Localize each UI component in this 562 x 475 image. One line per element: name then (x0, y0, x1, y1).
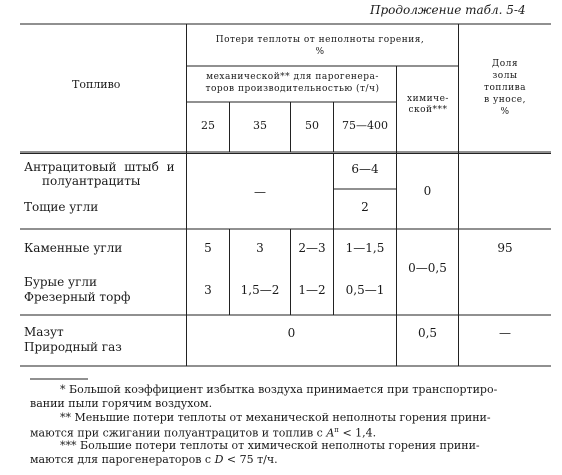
cell-stone-50: 2—3 (298, 241, 326, 255)
footnote-3-line1: *** Большие потери теплоты от химической неполноты горения прини- (60, 439, 480, 452)
chemical-header-line2: ской*** (408, 105, 448, 115)
row-label-stone-coal: Каменные угли (24, 241, 123, 255)
capacity-50-header: 50 (305, 119, 319, 132)
ash-header-line5: % (500, 107, 510, 117)
cell-oil-gas-chemical: 0,5 (417, 326, 438, 340)
ash-header-line1: Доля (491, 59, 519, 69)
row-label-lean-coal: Тощие угли (24, 200, 99, 214)
cell-stone-75-400: 1—1,5 (345, 241, 385, 255)
row-label-anthracite-line2: полуантрациты (42, 174, 141, 188)
footnote-2-text: маются при сжигании полуантрацитов и топлив с (30, 426, 323, 440)
losses-header-line1: Потери теплоты от неполноты горения, (215, 35, 425, 45)
losses-header-percent: % (315, 47, 325, 57)
cell-chemical-stone-brown: 0—0,5 (408, 261, 447, 275)
footnote-2-variable: A (326, 426, 335, 440)
capacity-25-header: 25 (201, 119, 215, 132)
footnote-2-condition: < 1,4. (342, 426, 377, 440)
cell-brown-25: 3 (204, 283, 212, 297)
cell-anthracite-75-400: 6—4 (351, 162, 379, 176)
capacity-35-header: 35 (253, 119, 267, 132)
row-label-natural-gas: Природный газ (24, 340, 122, 354)
footnote-2-line1: ** Меньшие потери теплоты от механической неполноты горения прини- (60, 411, 491, 424)
cell-stone-25: 5 (204, 241, 212, 255)
capacity-75-400-header: 75—400 (342, 119, 388, 132)
ash-header-line3: топлива (483, 83, 527, 93)
mechanical-header-line1: механической** для парогенера- (206, 72, 379, 82)
fuel-column-header: Топливо (72, 78, 121, 91)
row-label-brown-coal: Бурые угли (24, 275, 97, 289)
cell-oil-gas-ash: — (499, 326, 511, 340)
cell-brown-75-400: 0,5—1 (345, 283, 385, 297)
chemical-header-line1: химиче- (407, 94, 449, 104)
cell-brown-50: 1—2 (298, 283, 326, 297)
cell-oil-gas-mechanical: 0 (287, 326, 296, 340)
mechanical-header-line2: торов производительностью (т/ч) (205, 84, 380, 94)
cell-lean-75-400: 2 (361, 200, 369, 214)
cell-brown-35: 1,5—2 (240, 283, 280, 297)
table-continuation-caption: Продолжение табл. 5-4 (370, 3, 526, 17)
cell-stone-35: 3 (256, 241, 264, 255)
row-label-anthracite-line1: Антрацитовый штыб и (24, 160, 175, 174)
cell-anthracite-dash: — (254, 185, 266, 199)
cell-ash-stone-brown: 95 (497, 241, 513, 255)
footnote-3-text: маются для парогенераторов с (30, 453, 212, 466)
row-label-milled-peat: Фрезерный торф (24, 290, 131, 304)
ash-header-line2: золы (492, 71, 518, 81)
ash-header-line4: в уносе, (484, 95, 526, 105)
footnote-1-line2: вании пыли горячим воздухом. (30, 397, 213, 410)
footnote-3-line2 (30, 454, 278, 467)
footnote-3-variable: D (214, 453, 224, 466)
cell-chemical-anthracite-lean: 0 (423, 184, 432, 198)
row-label-fuel-oil: Мазут (24, 325, 64, 339)
footnote-2-superscript: п (334, 426, 339, 434)
footnote-3-condition: < 75 т/ч. (226, 453, 278, 466)
footnote-1-line1: * Большой коэффициент избытка воздуха принимается при транспортиро- (60, 383, 498, 396)
